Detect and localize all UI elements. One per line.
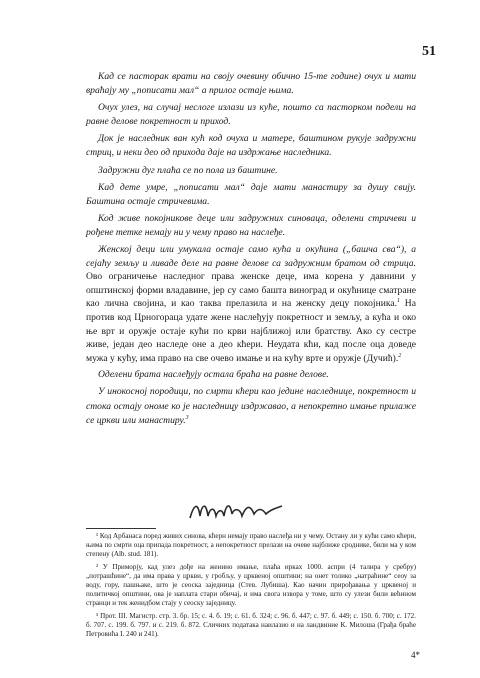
paragraph: Кад се пасторак врати на своју очевину обично 15-те године) очух и мати враћају му „пописати мал“ а прилог остаје њима. [86,71,416,97]
footnote-ref[interactable]: 3 [185,414,189,421]
footnote-divider [86,528,156,529]
sheet-mark: 4* [411,650,420,660]
paragraph-upright-run: На против код Црногораца удате жене наслеђују покретност и земљу, а кућа и око ње врт и оружје остаје кући по крви најближој или братству. Ако су сестре живе, један део наследе оне а део кћери. Неудата кћи, кад после оца доведе мужа у кућу, има право на све очево имање и на кућу врте и оружје (Дучић). [86,298,416,364]
paragraph-upright-run: Ово ограничење наследног права женске деце, има корена у давнини у општинској форми владавине, јер су само башта виноград и окућнице сматране као лична својина, и као таква прелазила и на женску децу покојника. [86,271,416,310]
footnote-ref[interactable]: 1 [397,298,401,305]
paragraph-text: У инокосној породици, по смрти кћери као једине наследнице, покретност и стока остају ономе ко је наследницу издржавао, а непокретно имање прилаже се цркви или манастиру. [86,386,416,426]
paragraph: Док је наследник ван кућ код очуха и матере, баштином рукује задружни стриц, и неки део од прихода даје на издржање наследника. [86,133,416,159]
paragraph-mixed [86,243,416,365]
paragraph-with-footnote [86,385,416,427]
page-number: 51 [422,44,436,59]
footnote: ³ Прот. III. Магистр. стр. 3. бр. 15; с. 4. б. 19; с. 61. б. 324; с. 96. б. 447; с. 97. б. 449; с. 150. б. 700; с. 172. б. 707. с. 199. б. 797. и с. 219. б. 872. Сличних података наилазио и на ландвиние К. Милоша (Грађа браће Петровића I. 240 и 241). [86,611,416,639]
footnote: ¹ Код Арбанаса поред живих синова, кћерн немају право наслеђа ни у чему. Остану ли у кући само кћери, њима по смрти оца припада покретност, а непокретност прелази на очеве најближе сроднике, били ма у ком степену (Alb. stud. 181). [86,532,416,559]
footnote-ref[interactable]: 2 [398,352,402,359]
footnotes [86,528,416,642]
footnote: ² У Приморју, кад улез дође на женино имање, плаћа ирках 1000. аспри (4 талира у сребру) „потрашћине“, да има права у цркви, у гробљу, у црквеној општини; на онет толико „натраћине“ сеоу за воду, гору, пашњаке, што је сеоска заједница (Стев. Лубиша). Као начин прирођавања у црквеној и политичкој општини, ова је наплата стари обичај, и има свога извора у томе, што су улези били већином странци и тек женидбом стају у сеоску заједницу. [86,562,416,608]
paragraph: Оделени брата наслеђују остала браћа на равне делове. [98,369,329,381]
handwritten-signature [188,496,284,524]
paragraph: Код живе покојникове деце или задружних синоваца, оделени стричеви и рођене тетке немају ни у чему право на наслеђе. [86,212,416,238]
paragraph: Задружни дуг плаћа се по пола из баштине. [98,164,278,176]
body-text [86,70,416,431]
paragraph: Очух улез, на случај неслоге излази из куће, пошто са пасторком подели на равне делове покретност и приход. [86,102,416,128]
paragraph: Кад дете умре, „пописати мал“ даје мати манастиру за душу свију. Баштина остаје стричевима. [86,181,416,207]
paragraph-italic-run: Женској деци или умукала остаје само кућа и окућина („башча сва“), а сејаћу земљу и ливаде деле на равне делове са задружним братом од стрица. [86,244,416,269]
